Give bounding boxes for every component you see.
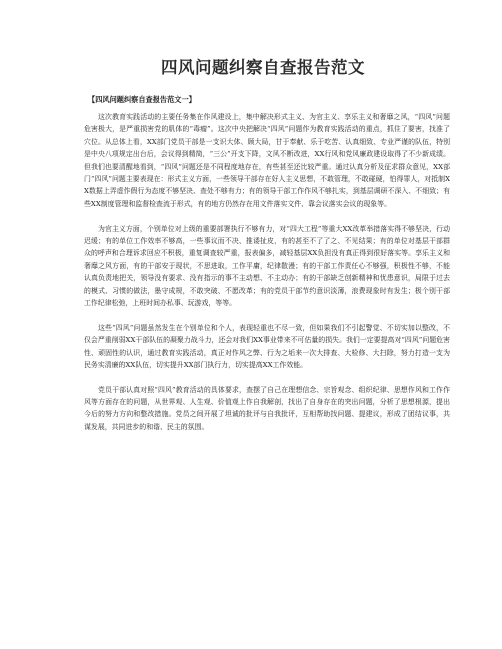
body-paragraph: 这次教育实践活动的主要任务集在作风建设上，集中解决形式主义、为官主义、享乐主义和奢靡之风，“四风”问题危害极大，是严重损害党的肌体的“毒瘤”。这次中央把解决“四风”问题作为教育实践活动的重点，抓住了要害，找准了穴位。从总体上看，XX部门党员干部是一支识大体、顾大局，甘于奉献、乐于吃苦、认真细致、专业严谨的队伍，特别是中央八项规定出台后，会议得到精简，“三公”开支下降，文风不断改进，XX行风和党风廉政建设取得了不少新成绩。但我们也要清醒地看到，“四风”问题还是不同程度地存在，有些甚至还比较严重。通过认真分析及征求群众意见，XX部门“四风”问题主要表现在：形式主义方面，一些领导干部存在好人主义思想，不敢管理，不敢碰硬，怕得罪人，对抵制XX数据上弄虚作假行为态度不够坚决、查处不够有力；有的领导干部工作作风不够扎实，到基层调研不深入、不细致；有些XX制度管理和监督检查流于形式，有的地方仍然存在用文件落实文件、靠会议落实会议的现象等。	[84, 113, 450, 208]
body-paragraph: 党员干部认真对照“四风”教育活动的具体要求，查摆了自己在理想信念、宗旨观念、组织纪律、思想作风和工作作风等方面存在的问题，从世界观、人生观、价值观上作自我解剖，找出了自身存在的突出问题，分析了思想根源，提出今后的努力方向和整改措施。党员之间开展了坦诚的批评与自我批评，互相帮助找问题、提建议，形成了团结议事，共谋发展，共同进步的和谐、民主的氛围。	[84, 385, 450, 431]
body-paragraph: 这些“四风”问题虽然发生在个别单位和个人，表现轻重也不尽一致，但如果我们不引起警觉、不切实加以整改，不仅会严重削弱XX干部队伍的凝聚力战斗力，还会对我们XX事业带来不可估量的损失。我们一定要提高对“四风”问题危害性、顽固性的认识，通过教育实践活动，真正对作风之弊、行为之垢来一次大排查、大检修、大扫除，努力打造一支为民务实清廉的XX队伍，切实提升XX部门执行力，切实提高XX工作效能。	[84, 323, 450, 369]
document-title: 四风问题纠察自查报告范文	[161, 58, 365, 77]
section-heading: 【四风问题纠察自查报告范文一】	[88, 95, 196, 104]
body-paragraph: 为官主义方面，个别单位对上级的重要部署执行不够有力，对“四大工程”等重大XX改革举措落实得不够坚决，行动迟缓；有的单位工作效率不够高，一些事议而不决、推诿扯皮，有的甚至不了了之、不见结果；有的单位对基层干部群众的呼声和合理诉求回应不积极，重复调查较严重，报表偏多，减轻基层XX负担没有真正得到很好落实等。享乐主义和奢靡之风方面，有的干部安于现状，不思进取，工作平庸，纪律散漫；有的干部工作责任心不够强，积极性不够，不能认真负责地把关，领导没有要求、没有指示的事不主动想、不主动办；有的干部缺乏创新精神和忧患意识，局限于过去的模式、习惯的做法，墨守成规，不敢突破、不愿改革；有的党员干部节约意识淡薄，浪费现象时有发生；极个别干部工作纪律松弛，上班时间办私事、玩游戏，等等。	[84, 224, 450, 307]
